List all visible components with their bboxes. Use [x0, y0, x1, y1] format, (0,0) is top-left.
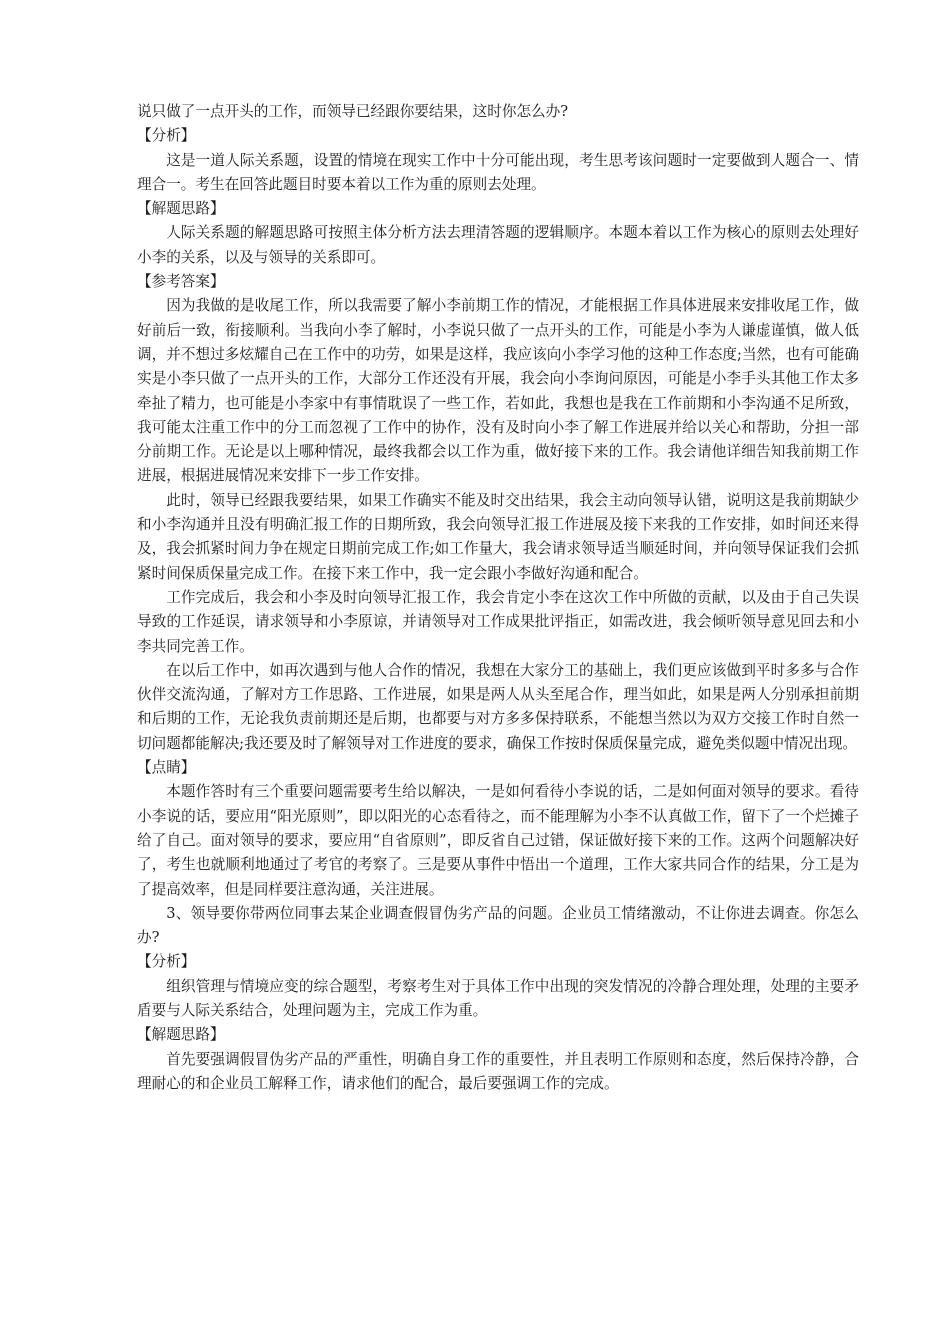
- approach-paragraph: 人际关系题的解题思路可按照主体分析方法去理清答题的逻辑顺序。本题本着以工作为核心的原则去处理好小李的关系，以及与领导的关系即可。: [137, 224, 859, 266]
- analysis-paragraph: 这是一道人际关系题，设置的情境在现实工作中十分可能出现，考生思考该问题时一定要做到人题合一、情理合一。考生在回答此题目时要本着以工作为重的原则去处理。: [137, 151, 859, 193]
- section-heading-approach: 【解题思路】: [137, 1026, 225, 1044]
- answer-paragraph: 在以后工作中，如再次遇到与他人合作的情况，我想在大家分工的基础上，我们更应该做到平时多多与合作伙伴交流沟通，了解对方工作思路、工作进展，如果是两人从头至尾合作，理当如此，如果是两人分别承担前期和后期的工作，无论我负责前期还是后期，也都要与对方多多保持联系，不能想当然以为双方交接工作时自然一切问题都能解决;我还要及时了解领导对工作进度的要求，确保工作按时保质保量完成，避免类似题中情况出现。: [137, 661, 859, 752]
- document-body: [137, 100, 859, 1096]
- continued-question-text: 说只做了一点开头的工作，而领导已经跟你要结果，这时你怎么办?: [137, 103, 569, 120]
- analysis-paragraph: 组织管理与情境应变的综合题型，考察考生对于具体工作中出现的突发情况的冷静合理处理，处理的主要矛盾要与人际关系结合，处理问题为主，完成工作为重。: [137, 977, 859, 1019]
- section-heading-analysis: 【分析】: [137, 953, 196, 971]
- section-heading-analysis: 【分析】: [137, 127, 196, 145]
- approach-paragraph: 首先要强调假冒伪劣产品的严重性，明确自身工作的重要性，并且表明工作原则和态度，然后保持冷静，合理耐心的和企业员工解释工作，请求他们的配合，最后要强调工作的完成。: [137, 1050, 859, 1092]
- key-points-paragraph: 本题作答时有三个重要问题需要考生给以解决，一是如何看待小李说的话，二是如何面对领导的要求。看待小李说的话，要应用“阳光原则”，即以阳光的心态看待之，而不能理解为小李不认真做工作，留下了一个烂摊子给了自己。面对领导的要求，要应用“自省原则”，即反省自己过错，保证做好接下来的工作。这两个问题解决好了，考生也就顺利地通过了考官的考察了。三是要从事件中悟出一个道理，工作大家共同合作的结果，分工是为了提高效率，但是同样要注意沟通，关注进展。: [137, 783, 859, 898]
- section-heading-key-points: 【点睛】: [137, 759, 196, 777]
- section-heading-approach: 【解题思路】: [137, 200, 225, 218]
- answer-paragraph: 工作完成后，我会和小李及时向领导汇报工作，我会肯定小李在这次工作中所做的贡献，以及由于自己失误导致的工作延误，请求领导和小李原谅，并请领导对工作成果批评指正，如需改进，我会倾听领导意见回去和小李共同完善工作。: [137, 588, 859, 655]
- answer-paragraph: 因为我做的是收尾工作，所以我需要了解小李前期工作的情况，才能根据工作具体进展来安排收尾工作，做好前后一致，衔接顺利。当我向小李了解时，小李说只做了一点开头的工作，可能是小李为人谦虚谨慎，做人低调，并不想过多炫耀自己在工作中的功劳，如果是这样，我应该向小李学习他的这种工作态度;当然，也有可能确实是小李只做了一点开头的工作，大部分工作还没有开展，我会向小李询问原因，可能是小李手头其他工作太多牵扯了精力，也可能是小李家中有事情耽误了一些工作，若如此，我想也是我在工作前期和小李沟通不足所致，我可能太注重工作中的分工而忽视了工作中的协作，没有及时向小李了解工作进展并给以关心和帮助，分担一部分前期工作。无论是以上哪种情况，最终我都会以工作为重，做好接下来的工作。我会请他详细告知我前期工作进展，根据进展情况来安排下一步工作安排。: [137, 297, 859, 485]
- answer-paragraph: 此时，领导已经跟我要结果，如果工作确实不能及时交出结果，我会主动向领导认错，说明这是我前期缺少和小李沟通并且没有明确汇报工作的日期所致，我会向领导汇报工作进展及接下来我的工作安排，如时间还来得及，我会抓紧时间力争在规定日期前完成工作;如工作量大，我会请求领导适当顺延时间，并向领导保证我们会抓紧时间保质保量完成工作。在接下来工作中，我一定会跟小李做好沟通和配合。: [137, 491, 859, 582]
- section-heading-reference-answer: 【参考答案】: [137, 273, 225, 291]
- question-3-text: 3、领导要你带两位同事去某企业调查假冒伪劣产品的问题。企业员工情绪激动，不让你进去调查。你怎么办?: [137, 904, 859, 947]
